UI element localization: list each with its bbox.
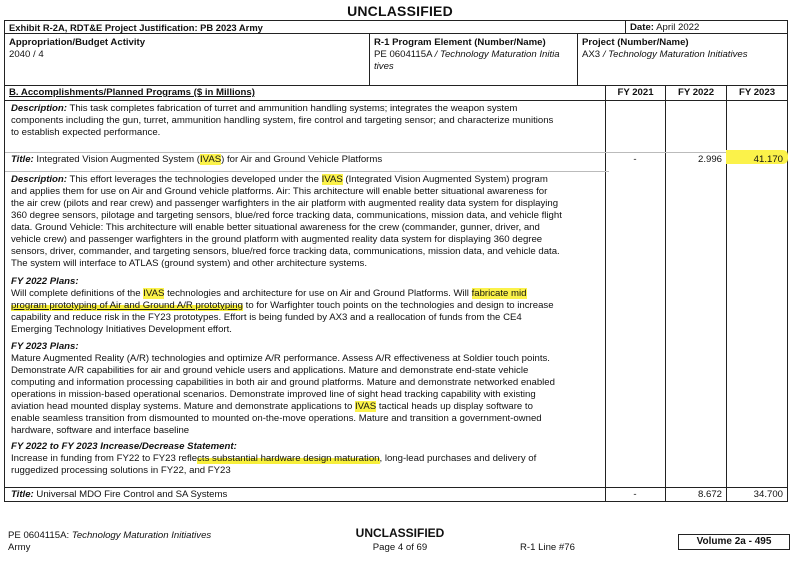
exhibit-table (4, 20, 788, 502)
date-cell (625, 21, 787, 33)
change-line1-pre: Increase in funding from FY22 to FY23 refle (11, 452, 198, 464)
col-fy2023: FY 2023 (726, 86, 787, 100)
fy23-line5-pre: aviation head mounted display systems. Mature and demonstrate applications to (11, 400, 353, 412)
mdo-title: Universal MDO Fire Control and SA Systems (36, 489, 228, 500)
ivas-desc-line: sensors, driver, commander, and targeting sensors, blue/red force tracking data, communications, mission data, and vehicle data. (11, 245, 560, 257)
description-line-1: This task completes fabrication of turret and ammunition handling systems; integrates the weapon system (69, 103, 518, 114)
pe-name-line1: / Technology Maturation Initia (434, 48, 560, 60)
ivas-desc-line: the air crew (pilots and rear crew) and passenger warfighters in the air platform with augmented reality data system for displaying (11, 197, 559, 209)
ivas-title-pre: Integrated Vision Augmented System ( (36, 154, 200, 165)
fy22-fabricate-highlight: fabricate mid (471, 287, 527, 299)
project-cell (577, 34, 787, 85)
ivas-title-post: ) for Air and Ground Vehicle Platforms (221, 154, 383, 165)
fy22-plans-heading: FY 2022 Plans: (11, 275, 79, 287)
fy23-line: hardware, software and interface baseline (11, 424, 190, 436)
project-label: Project (Number/Name) (582, 37, 689, 48)
change-highlight: cts substantial hardware design maturation (197, 452, 380, 464)
fy23-line: Demonstrate A/R capabilities for air and ground vehicle users and applications. Mature and demonstrate end-state vehicle (11, 364, 529, 376)
pe-cell (369, 34, 577, 85)
mdo-fy2021-value: - (633, 489, 637, 500)
description-line-3: to establish expected performance. (11, 126, 161, 138)
program-info-row (5, 34, 787, 86)
ivas-desc-highlight: IVAS (321, 173, 343, 185)
date-value: April 2022 (656, 22, 700, 33)
ivas-desc-line: The system will interface to ATLAS (ground system) and other architecture systems. (11, 257, 367, 269)
fy23-line: enable seamless transition from dismounted to mounted on-the-move operations. Mature and transition a government-owned (11, 412, 542, 424)
classification-banner-bottom: UNCLASSIFIED (355, 526, 445, 540)
footer-pe-number: PE 0604115A: (8, 530, 70, 541)
fy22-ivas-highlight: IVAS (143, 287, 165, 299)
mdo-title-label: Title: (11, 489, 34, 500)
ivas-desc-pre: This effort leverages the technologies developed under the (69, 173, 319, 185)
change-line1-post: , long-lead purchases and delivery of (379, 452, 537, 464)
description-label: Description: (11, 103, 67, 114)
fy22-prototyping-highlight: program prototyping of Air and Ground A/R prototyping (11, 299, 243, 311)
ivas-desc-line: 360 degree sensors, pilotage and targeting sensors, blue/red force tracking data, communications, mission data, and vehicle flight (11, 209, 562, 221)
fy22-line: Emerging Technology Initiatives Development effort. (11, 323, 232, 335)
col-fy2021: FY 2021 (605, 86, 665, 100)
pe-number: PE 0604115A (374, 48, 432, 60)
exhibit-row (5, 21, 787, 34)
r1-line: R-1 Line #76 (520, 542, 575, 553)
volume-box: Volume 2a - 495 (678, 534, 790, 550)
project-name: / Technology Maturation Initiatives (602, 48, 748, 60)
exhibit-title: Exhibit R-2A, RDT&E Project Justification: PB 2023 Army (9, 22, 263, 33)
fy23-line: Mature Augmented Reality (A/R) technologies and optimize A/R performance. Assess A/R effectiveness at Soldier touch points. (11, 352, 550, 364)
mdo-fy2022-value: 8.672 (697, 489, 722, 500)
date-label: Date: (630, 22, 654, 33)
approp-label: Appropriation/Budget Activity (9, 37, 146, 48)
fy22-line: capability and reduce risk in the FY23 prototypes. Effort is being funded by AX3 and a reallocation of funds from the CE4 (11, 311, 522, 323)
approp-value: 2040 / 4 (9, 48, 44, 60)
approp-cell (5, 34, 369, 85)
page-number: Page 4 of 69 (372, 542, 428, 553)
pe-label: R-1 Program Element (Number/Name) (374, 37, 546, 48)
ivas-desc-line: vehicle crew) and passenger warfighters in the ground platform with augmented reality data system for displaying 360 degree (11, 233, 543, 245)
fy23-line: computing and information processing capabilities in both air and ground platforms. Mature and demonstrate networked enabled (11, 376, 555, 388)
ivas-fy2023-value: 41.170 (753, 154, 783, 165)
classification-banner-top: UNCLASSIFIED (347, 3, 453, 19)
ivas-title-line (11, 154, 603, 166)
change-statement-heading: FY 2022 to FY 2023 Increase/Decrease Statement: (11, 440, 237, 452)
section-header-row (5, 86, 787, 100)
section-title: B. Accomplishments/Planned Programs ($ in Millions) (9, 87, 255, 98)
ivas-desc-line: data. Ground Vehicle: This architecture will enable better situational awareness for the crew (commander, gunner, driver, and (11, 221, 540, 233)
ivas-desc-label: Description: (11, 173, 67, 185)
fy22-line1-pre: Will complete definitions of the (11, 287, 141, 299)
fy22-line1-mid: technologies and architecture for use on Air and Ground Platforms. Will (167, 287, 469, 299)
ivas-title-label: Title: (11, 154, 34, 165)
ivas-entry (11, 154, 603, 477)
fy22-line2-post: to for Warfighter touch points on the technologies and design to increase (245, 299, 554, 311)
task-description (11, 103, 603, 139)
footer-org: Army (8, 542, 31, 553)
ivas-fy2022-value: 2.996 (697, 154, 722, 165)
fy23-line: operations in mission-based operational scenarios. Demonstrate improved line of sight head tracking capability with existing (11, 388, 536, 400)
ivas-fy2021-value: - (633, 154, 637, 165)
ivas-desc-post: (Integrated Vision Augmented System) program (345, 173, 548, 185)
change-line2: ruggedized processing solutions in FY22, and FY23 (11, 464, 231, 476)
mdo-title-line (11, 489, 603, 501)
fy23-ivas-highlight: IVAS (354, 400, 377, 412)
fy23-plans-heading: FY 2023 Plans: (11, 340, 79, 352)
fy23-line5-post: tactical heads up display software to (378, 400, 533, 412)
mdo-fy2023-value: 34.700 (753, 489, 783, 500)
ivas-title-highlight: IVAS (199, 154, 222, 165)
col-fy2022: FY 2022 (665, 86, 726, 100)
pe-name-line2: tives (374, 60, 394, 72)
project-number: AX3 (582, 48, 601, 60)
footer-pe-name: Technology Maturation Initiatives (71, 530, 212, 541)
description-line-2: components including the gun, turret, ammunition handling system, fire control and targeting sensor; and characterize munitions (11, 114, 554, 126)
ivas-desc-line: and applies them for use on Air and Ground vehicle platforms. Air: This architecture will enable better situational awareness for (11, 185, 548, 197)
